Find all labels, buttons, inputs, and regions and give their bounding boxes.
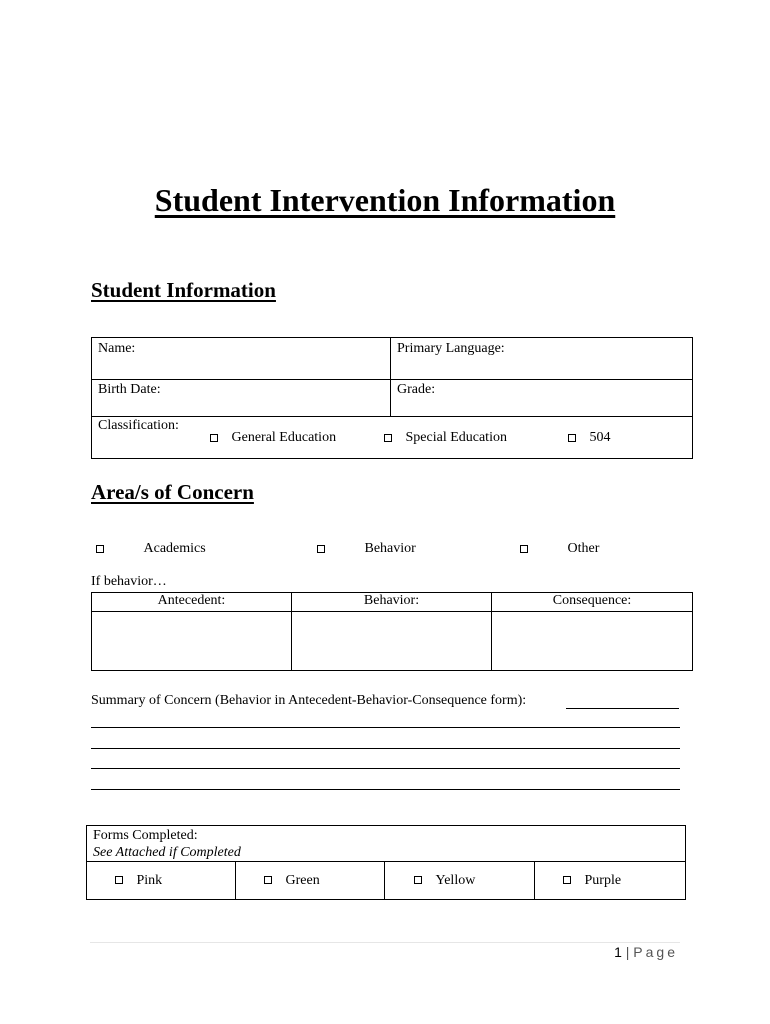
abc-table [91, 592, 693, 671]
504-label: 504 [589, 430, 611, 445]
if-behavior-label: If behavior… [91, 574, 167, 589]
area-of-concern-heading: Area/s of Concern [91, 480, 254, 504]
yellow-checkbox[interactable] [414, 876, 422, 884]
yellow-label: Yellow [435, 872, 476, 888]
grade-cell[interactable] [391, 380, 693, 417]
summary-line-1[interactable] [91, 727, 680, 728]
summary-of-concern-label: Summary of Concern (Behavior in Antecedent-Behavior-Consequence form): [91, 693, 527, 708]
birth-date-cell[interactable] [92, 380, 391, 417]
pink-label: Pink [136, 872, 163, 888]
name-label: Name: [98, 341, 136, 356]
other-checkbox[interactable] [520, 545, 528, 553]
classification-cell [92, 417, 693, 459]
purple-label: Purple [584, 872, 622, 888]
special-education-label: Special Education [405, 430, 507, 445]
behavior-cell[interactable] [292, 612, 492, 671]
behavior-label: Behavior [364, 541, 416, 556]
page-title [0, 182, 770, 219]
general-education-option[interactable] [210, 430, 336, 446]
page-word: Page [633, 944, 678, 960]
summary-line-2[interactable] [91, 748, 680, 749]
forms-completed-table [86, 825, 686, 900]
birth-date-label: Birth Date: [98, 382, 161, 397]
student-information-table [91, 337, 693, 459]
green-cell[interactable] [236, 862, 385, 900]
green-label: Green [285, 872, 320, 888]
behavior-header: Behavior: [292, 593, 492, 612]
general-education-checkbox[interactable] [210, 434, 218, 442]
page-title-text: Student Intervention Information [154, 182, 616, 218]
summary-line-3[interactable] [91, 768, 680, 769]
general-education-label: General Education [231, 430, 337, 445]
grade-label: Grade: [397, 382, 436, 397]
footer-divider [90, 942, 680, 943]
green-checkbox[interactable] [264, 876, 272, 884]
504-option[interactable] [568, 430, 611, 446]
behavior-checkbox[interactable] [317, 545, 325, 553]
behavior-option[interactable] [317, 541, 416, 557]
antecedent-header: Antecedent: [92, 593, 292, 612]
pink-checkbox[interactable] [115, 876, 123, 884]
page-number: 1 [614, 944, 622, 960]
academics-checkbox[interactable] [96, 545, 104, 553]
primary-language-label: Primary Language: [397, 341, 505, 356]
yellow-cell[interactable] [385, 862, 535, 900]
purple-checkbox[interactable] [563, 876, 571, 884]
name-cell[interactable] [92, 338, 391, 380]
consequence-cell[interactable] [492, 612, 693, 671]
pink-cell[interactable] [87, 862, 236, 900]
consequence-header: Consequence: [492, 593, 693, 612]
student-information-heading: Student Information [91, 278, 276, 302]
forms-completed-label: Forms Completed: [93, 828, 198, 843]
forms-completed-header-cell [87, 826, 686, 862]
antecedent-cell[interactable] [92, 612, 292, 671]
special-education-checkbox[interactable] [384, 434, 392, 442]
academics-label: Academics [143, 541, 206, 556]
summary-line-inline[interactable] [566, 708, 679, 709]
page-footer [614, 944, 678, 960]
primary-language-cell[interactable] [391, 338, 693, 380]
special-education-option[interactable] [384, 430, 507, 446]
purple-cell[interactable] [535, 862, 686, 900]
page-separator: | [625, 944, 630, 960]
504-checkbox[interactable] [568, 434, 576, 442]
summary-line-4[interactable] [91, 789, 680, 790]
other-option[interactable] [520, 541, 599, 557]
other-label: Other [567, 541, 600, 556]
see-attached-note: See Attached if Completed [93, 845, 241, 860]
academics-option[interactable] [96, 541, 206, 557]
classification-label: Classification: [98, 418, 179, 433]
